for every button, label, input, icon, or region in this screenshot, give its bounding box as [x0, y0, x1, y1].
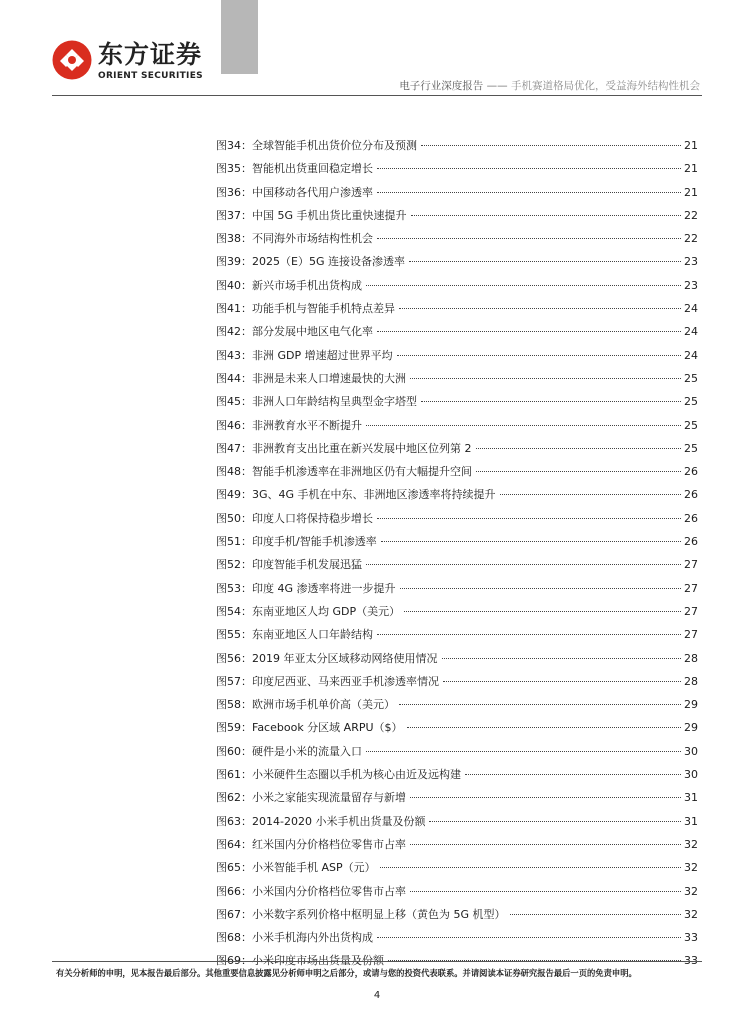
toc-dot-leader — [399, 704, 681, 705]
toc-entry-page: 29 — [684, 721, 698, 735]
toc-dot-leader — [409, 261, 681, 262]
toc-entry[interactable] — [216, 906, 698, 929]
header-separator: —— — [486, 80, 508, 92]
toc-entry-page: 28 — [684, 651, 698, 665]
toc-entry[interactable] — [216, 929, 698, 952]
toc-dot-leader — [421, 145, 681, 146]
toc-entry-label: 图67：小米数字系列价格中枢明显上移（黄色为 5G 机型） — [216, 907, 506, 921]
toc-entry-label: 图53：印度 4G 渗透率将进一步提升 — [216, 581, 396, 595]
toc-entry-page: 25 — [684, 371, 698, 385]
toc-entry-page: 33 — [684, 931, 698, 945]
toc-entry-label: 图39：2025（E）5G 连接设备渗透率 — [216, 255, 405, 269]
toc-entry-page: 28 — [684, 674, 698, 688]
logo-name-en: ORIENT SECURITIES — [98, 71, 203, 81]
toc-dot-leader — [377, 331, 681, 332]
toc-entry[interactable] — [216, 253, 698, 276]
page-number: 4 — [373, 990, 381, 1001]
toc-entry[interactable] — [216, 626, 698, 649]
toc-entry[interactable] — [216, 277, 698, 300]
toc-entry[interactable] — [216, 370, 698, 393]
toc-entry-page: 22 — [684, 232, 698, 246]
toc-entry-label: 图69：小米印度市场出货量及份额 — [216, 954, 384, 968]
figure-list — [216, 137, 698, 976]
toc-entry[interactable] — [216, 417, 698, 440]
toc-entry-page: 32 — [684, 837, 698, 851]
toc-entry-label: 图68：小米手机海内外出货构成 — [216, 931, 373, 945]
toc-entry-label: 图42：部分发展中地区电气化率 — [216, 325, 373, 339]
toc-entry[interactable] — [216, 230, 698, 253]
toc-dot-leader — [377, 238, 681, 239]
toc-dot-leader — [377, 168, 681, 169]
report-header-title — [399, 78, 700, 93]
toc-entry-label: 图62：小米之家能实现流量留存与新增 — [216, 791, 406, 805]
toc-entry-page: 32 — [684, 884, 698, 898]
toc-entry-page: 26 — [684, 511, 698, 525]
toc-entry-label: 图48：智能手机渗透率在非洲地区仍有大幅提升空间 — [216, 465, 472, 479]
toc-entry[interactable] — [216, 556, 698, 579]
toc-entry-label: 图55：东南亚地区人口年龄结构 — [216, 628, 373, 642]
toc-entry-page: 21 — [684, 162, 698, 176]
toc-entry-label: 图65：小米智能手机 ASP（元） — [216, 861, 376, 875]
toc-dot-leader — [465, 774, 681, 775]
toc-dot-leader — [404, 611, 681, 612]
toc-entry-label: 图46：非洲教育水平不断提升 — [216, 418, 362, 432]
toc-dot-leader — [421, 401, 681, 402]
toc-dot-leader — [411, 215, 681, 216]
toc-entry[interactable] — [216, 323, 698, 346]
toc-entry-page: 27 — [684, 628, 698, 642]
toc-entry[interactable] — [216, 603, 698, 626]
toc-entry[interactable] — [216, 510, 698, 533]
toc-entry-page: 27 — [684, 581, 698, 595]
header-accent-block — [221, 0, 258, 74]
toc-dot-leader — [510, 914, 681, 915]
toc-entry[interactable] — [216, 673, 698, 696]
toc-dot-leader — [366, 751, 681, 752]
toc-dot-leader — [410, 797, 681, 798]
toc-dot-leader — [377, 192, 681, 193]
toc-entry-label: 图58：欧洲市场手机单价高（美元） — [216, 698, 395, 712]
toc-entry-label: 图63：2014-2020 小米手机出货量及份额 — [216, 814, 426, 828]
toc-entry-page: 31 — [684, 791, 698, 805]
toc-entry[interactable] — [216, 207, 698, 230]
footer-divider — [52, 961, 702, 962]
toc-entry-page: 30 — [684, 744, 698, 758]
toc-dot-leader — [377, 518, 681, 519]
toc-entry-label: 图61：小米硬件生态圈以手机为核心由近及远构建 — [216, 768, 461, 782]
toc-entry-label: 图41：功能手机与智能手机特点差异 — [216, 302, 395, 316]
toc-entry-page: 32 — [684, 907, 698, 921]
toc-dot-leader — [429, 821, 681, 822]
toc-entry-label: 图37：中国 5G 手机出货比重快速提升 — [216, 208, 407, 222]
toc-entry-label: 图51：印度手机/智能手机渗透率 — [216, 535, 377, 549]
toc-entry-label: 图64：红米国内分价格档位零售市占率 — [216, 837, 406, 851]
toc-entry-page: 24 — [684, 348, 698, 362]
toc-entry[interactable] — [216, 650, 698, 673]
toc-entry-label: 图56：2019 年亚太分区域移动网络使用情况 — [216, 651, 438, 665]
toc-entry-page: 30 — [684, 768, 698, 782]
toc-entry[interactable] — [216, 463, 698, 486]
toc-entry-page: 23 — [684, 278, 698, 292]
toc-dot-leader — [410, 891, 681, 892]
toc-dot-leader — [443, 681, 681, 682]
toc-entry[interactable] — [216, 486, 698, 509]
toc-dot-leader — [410, 844, 681, 845]
toc-dot-leader — [442, 658, 682, 659]
logo-name-cn: 东方证券 — [98, 40, 203, 69]
toc-entry-page: 29 — [684, 698, 698, 712]
toc-dot-leader — [400, 588, 681, 589]
toc-dot-leader — [476, 448, 682, 449]
toc-entry[interactable] — [216, 743, 698, 766]
toc-entry-label: 图50：印度人口将保持稳步增长 — [216, 511, 373, 525]
toc-entry[interactable] — [216, 883, 698, 906]
toc-entry-label: 图35：智能机出货重回稳定增长 — [216, 162, 373, 176]
toc-entry[interactable] — [216, 766, 698, 789]
toc-entry-page: 21 — [684, 185, 698, 199]
toc-entry-page: 27 — [684, 604, 698, 618]
toc-entry-label: 图47：非洲教育支出比重在新兴发展中地区位列第 2 — [216, 441, 472, 455]
toc-entry-page: 26 — [684, 465, 698, 479]
toc-dot-leader — [381, 541, 681, 542]
toc-entry-page: 31 — [684, 814, 698, 828]
toc-entry-page: 23 — [684, 255, 698, 269]
company-logo — [52, 40, 222, 88]
toc-entry-page: 22 — [684, 208, 698, 222]
toc-dot-leader — [410, 378, 681, 379]
toc-entry-label: 图44：非洲是未来人口增速最快的大洲 — [216, 371, 406, 385]
footer-disclaimer: 有关分析师的申明，见本报告最后部分。其他重要信息披露见分析师申明之后部分，或请与您的投资代表联系。并请阅读本证券研究报告最后一页的免责申明。 — [56, 968, 637, 978]
toc-entry[interactable] — [216, 184, 698, 207]
toc-dot-leader — [399, 308, 681, 309]
toc-dot-leader — [407, 727, 681, 728]
toc-entry-label: 图66：小米国内分价格档位零售市占率 — [216, 884, 406, 898]
toc-dot-leader — [366, 285, 681, 286]
toc-entry[interactable] — [216, 160, 698, 183]
toc-dot-leader — [397, 355, 681, 356]
toc-entry-page: 27 — [684, 558, 698, 572]
toc-entry-label: 图36：中国移动各代用户渗透率 — [216, 185, 373, 199]
toc-entry-label: 图43：非洲 GDP 增速超过世界平均 — [216, 348, 393, 362]
toc-dot-leader — [377, 937, 681, 938]
toc-entry[interactable] — [216, 789, 698, 812]
toc-entry[interactable] — [216, 533, 698, 556]
toc-entry-label: 图52：印度智能手机发展迅猛 — [216, 558, 362, 572]
toc-entry-label: 图49：3G、4G 手机在中东、非洲地区渗透率将持续提升 — [216, 488, 496, 502]
header-divider — [52, 95, 702, 96]
toc-entry[interactable] — [216, 393, 698, 416]
toc-entry-page: 25 — [684, 418, 698, 432]
toc-entry[interactable] — [216, 347, 698, 370]
toc-entry[interactable] — [216, 580, 698, 603]
toc-dot-leader — [500, 494, 681, 495]
toc-entry[interactable] — [216, 696, 698, 719]
toc-entry-label: 图54：东南亚地区人均 GDP（美元） — [216, 604, 401, 618]
toc-entry-page: 32 — [684, 861, 698, 875]
toc-entry[interactable] — [216, 836, 698, 859]
toc-entry-label: 图60：硬件是小米的流量入口 — [216, 744, 362, 758]
toc-entry-page: 25 — [684, 441, 698, 455]
toc-entry-label: 图57：印度尼西亚、马来西亚手机渗透率情况 — [216, 674, 439, 688]
toc-dot-leader — [476, 471, 681, 472]
toc-entry-page: 26 — [684, 535, 698, 549]
toc-entry-page: 33 — [684, 954, 698, 968]
toc-entry[interactable] — [216, 813, 698, 836]
toc-entry[interactable] — [216, 859, 698, 882]
toc-entry[interactable] — [216, 300, 698, 323]
logo-mark-icon — [52, 40, 92, 80]
toc-entry[interactable] — [216, 719, 698, 742]
toc-entry-page: 25 — [684, 395, 698, 409]
toc-dot-leader — [366, 564, 681, 565]
toc-entry-label: 图40：新兴市场手机出货构成 — [216, 278, 362, 292]
toc-dot-leader — [380, 867, 681, 868]
report-subtitle: 手机赛道格局优化，受益海外结构性机会 — [511, 80, 700, 92]
toc-entry-label: 图34：全球智能手机出货价位分布及预测 — [216, 139, 417, 152]
toc-entry-page: 24 — [684, 325, 698, 339]
report-type: 电子行业深度报告 — [399, 80, 484, 92]
toc-entry-page: 21 — [684, 139, 698, 152]
toc-dot-leader — [377, 634, 681, 635]
toc-entry-page: 24 — [684, 302, 698, 316]
toc-entry-label: 图45：非洲人口年龄结构呈典型金字塔型 — [216, 395, 417, 409]
toc-entry[interactable] — [216, 440, 698, 463]
toc-entry[interactable] — [216, 137, 698, 160]
toc-entry-label: 图38：不同海外市场结构性机会 — [216, 232, 373, 246]
toc-entry-label: 图59：Facebook 分区域 ARPU（$） — [216, 721, 403, 735]
toc-entry-page: 26 — [684, 488, 698, 502]
toc-dot-leader — [366, 425, 681, 426]
